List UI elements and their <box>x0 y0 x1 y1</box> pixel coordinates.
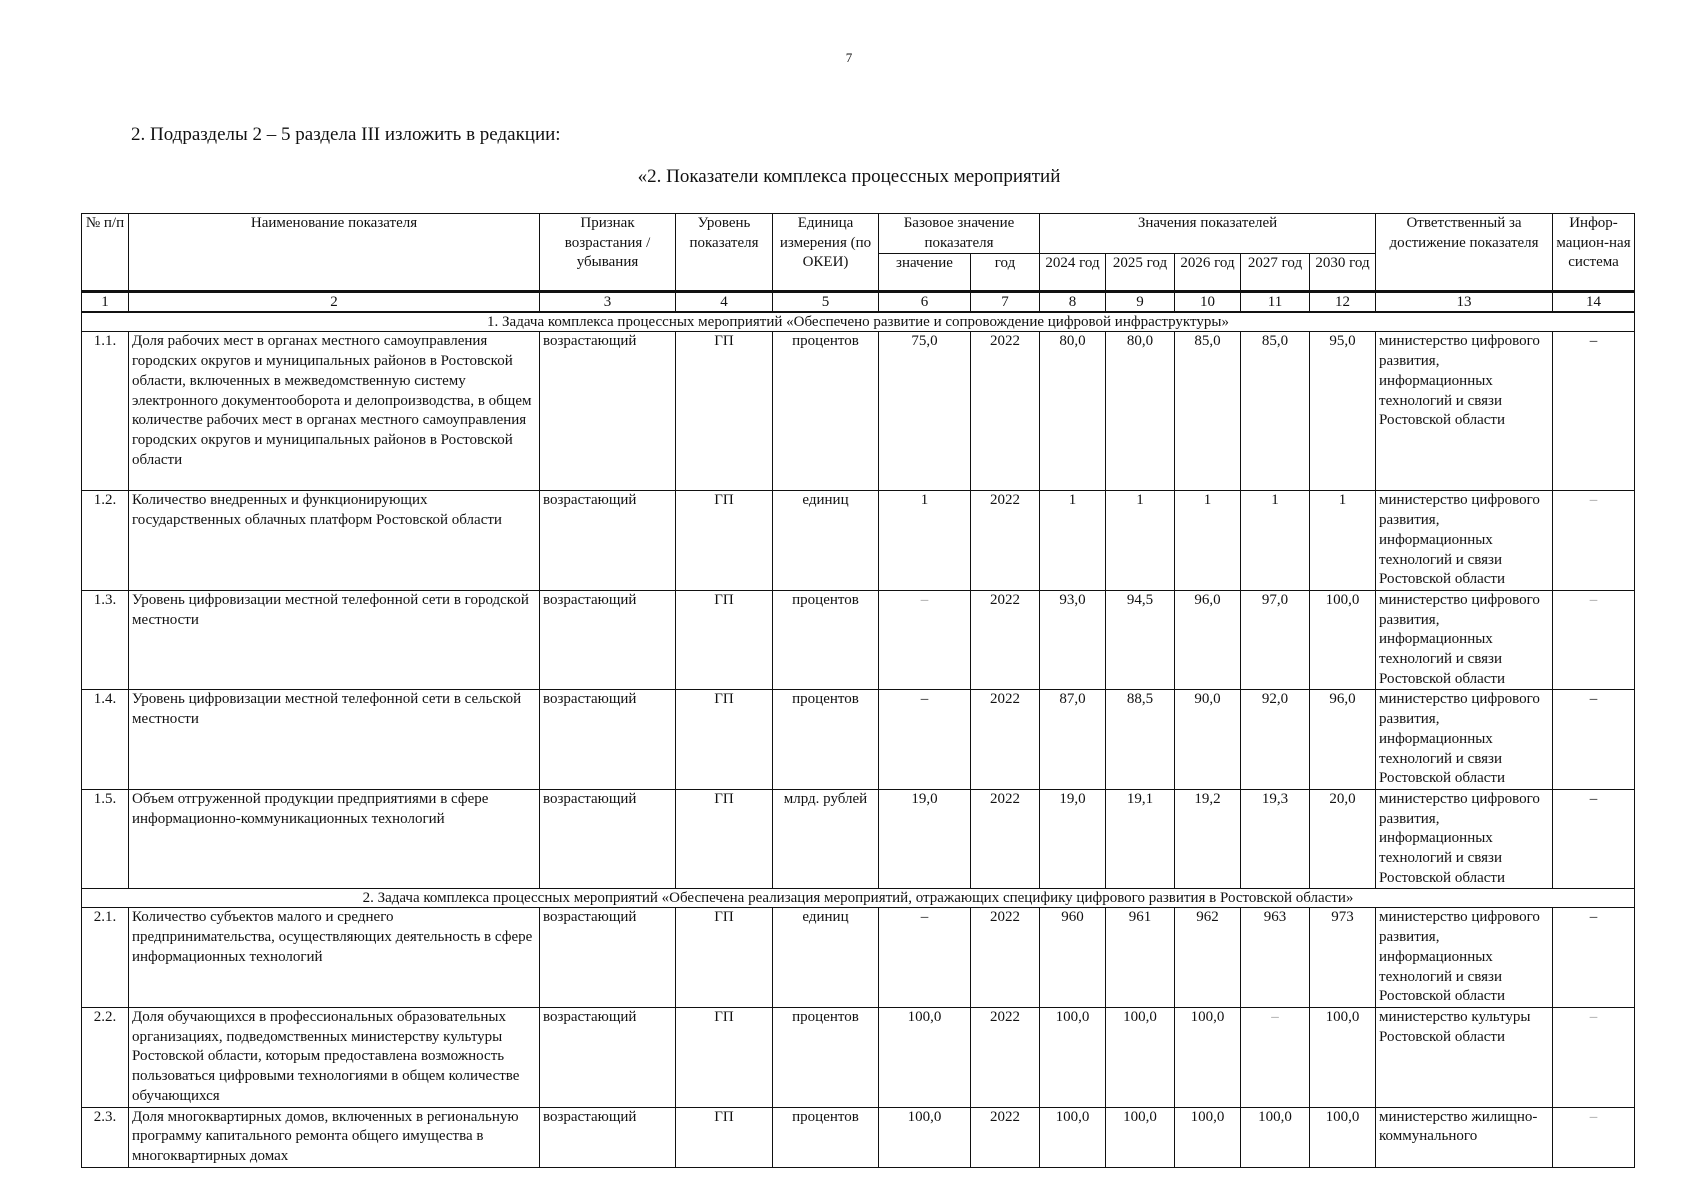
base-value: 19,0 <box>879 789 971 889</box>
row-num: 2.2. <box>82 1007 129 1107</box>
value-2027: 100,0 <box>1241 1107 1310 1167</box>
value-2024: 19,0 <box>1040 789 1106 889</box>
trend: возрастающий <box>540 1007 676 1107</box>
value-2024: 93,0 <box>1040 590 1106 690</box>
responsible: министерство цифрового развития, информационных технологий и связи Ростовской области <box>1376 590 1553 690</box>
row-num: 1.1. <box>82 332 129 491</box>
header-responsible: Ответственный за достижение показателя <box>1376 214 1553 292</box>
value-2027: 963 <box>1241 908 1310 1008</box>
column-number: 11 <box>1241 292 1310 313</box>
header-base-value: значение <box>879 254 971 292</box>
trend: возрастающий <box>540 690 676 790</box>
value-2024: 960 <box>1040 908 1106 1008</box>
indicator-name: Доля многоквартирных домов, включенных в региональную программу капитального ремонта общего имущества в многоквартирных домах <box>129 1107 540 1167</box>
base-year: 2022 <box>971 908 1040 1008</box>
responsible: министерство цифрового развития, информационных технологий и связи Ростовской области <box>1376 491 1553 591</box>
info-system: – <box>1553 332 1635 491</box>
header-base-year: год <box>971 254 1040 292</box>
indicator-name: Объем отгруженной продукции предприятиями в сфере информационно-коммуникационных технологий <box>129 789 540 889</box>
indicator-name: Доля обучающихся в профессиональных образовательных организациях, подведомственных министерству культуры Ростовской области, которым предоставлена возможность пользоваться цифровыми технологиями в общем количестве обучающихся <box>129 1007 540 1107</box>
level: ГП <box>676 1107 773 1167</box>
level: ГП <box>676 789 773 889</box>
base-year: 2022 <box>971 1007 1040 1107</box>
info-system: – <box>1553 491 1635 591</box>
info-system: – <box>1553 690 1635 790</box>
column-number: 10 <box>1175 292 1241 313</box>
table-row <box>82 1007 1635 1107</box>
value-2030: 95,0 <box>1310 332 1376 491</box>
header-year-2026: 2026 год <box>1175 254 1241 292</box>
header-level: Уровень показателя <box>676 214 773 292</box>
value-2025: 1 <box>1106 491 1175 591</box>
value-2026: 100,0 <box>1175 1007 1241 1107</box>
column-number: 5 <box>773 292 879 313</box>
base-value: – <box>879 908 971 1008</box>
trend: возрастающий <box>540 590 676 690</box>
column-numbers-row <box>82 292 1635 313</box>
column-number: 14 <box>1553 292 1635 313</box>
value-2027: 92,0 <box>1241 690 1310 790</box>
value-2025: 88,5 <box>1106 690 1175 790</box>
column-number: 13 <box>1376 292 1553 313</box>
value-2026: 19,2 <box>1175 789 1241 889</box>
value-2026: 85,0 <box>1175 332 1241 491</box>
value-2025: 100,0 <box>1106 1107 1175 1167</box>
table-row <box>82 1107 1635 1167</box>
trend: возрастающий <box>540 1107 676 1167</box>
value-2024: 100,0 <box>1040 1107 1106 1167</box>
value-2027: – <box>1241 1007 1310 1107</box>
trend: возрастающий <box>540 491 676 591</box>
base-year: 2022 <box>971 690 1040 790</box>
level: ГП <box>676 1007 773 1107</box>
unit: процентов <box>773 1107 879 1167</box>
value-2026: 100,0 <box>1175 1107 1241 1167</box>
header-year-2025: 2025 год <box>1106 254 1175 292</box>
value-2027: 97,0 <box>1241 590 1310 690</box>
value-2030: 96,0 <box>1310 690 1376 790</box>
header-year-2024: 2024 год <box>1040 254 1106 292</box>
unit: процентов <box>773 690 879 790</box>
value-2026: 962 <box>1175 908 1241 1008</box>
table-row <box>82 491 1635 591</box>
table-row <box>82 590 1635 690</box>
intro-text: 2. Подразделы 2 – 5 раздела III изложить в редакции: <box>131 124 561 145</box>
page-number: 7 <box>845 50 853 65</box>
indicator-name: Уровень цифровизации местной телефонной сети в городской местности <box>129 590 540 690</box>
value-2024: 80,0 <box>1040 332 1106 491</box>
base-year: 2022 <box>971 590 1040 690</box>
base-value: 1 <box>879 491 971 591</box>
column-number: 3 <box>540 292 676 313</box>
task-row <box>82 889 1635 908</box>
info-system: – <box>1553 1107 1635 1167</box>
value-2025: 80,0 <box>1106 332 1175 491</box>
header-name: Наименование показателя <box>129 214 540 292</box>
responsible: министерство культуры Ростовской области <box>1376 1007 1553 1107</box>
value-2030: 1 <box>1310 491 1376 591</box>
header-unit: Единица измерения (по ОКЕИ) <box>773 214 879 292</box>
value-2027: 1 <box>1241 491 1310 591</box>
unit: процентов <box>773 1007 879 1107</box>
column-number: 12 <box>1310 292 1376 313</box>
column-number: 2 <box>129 292 540 313</box>
header-trend: Признак возрастания / убывания <box>540 214 676 292</box>
header-base: Базовое значение показателя <box>879 214 1040 254</box>
info-system: – <box>1553 908 1635 1008</box>
value-2030: 973 <box>1310 908 1376 1008</box>
header-values: Значения показателей <box>1040 214 1376 254</box>
responsible: министерство цифрового развития, информационных технологий и связи Ростовской области <box>1376 690 1553 790</box>
value-2024: 87,0 <box>1040 690 1106 790</box>
base-year: 2022 <box>971 1107 1040 1167</box>
header-year-2030: 2030 год <box>1310 254 1376 292</box>
indicator-name: Доля рабочих мест в органах местного самоуправления городских округов и муниципальных районов в Ростовской области, включенных в межведомственную систему электронного документооборота и делопроизводства, в общем количестве рабочих мест в органах местного самоуправления городских округов и муниципальных районов в Ростовской области <box>129 332 540 491</box>
column-number: 7 <box>971 292 1040 313</box>
base-year: 2022 <box>971 789 1040 889</box>
indicator-name: Количество внедренных и функционирующих государственных облачных платформ Ростовской области <box>129 491 540 591</box>
responsible: министерство цифрового развития, информационных технологий и связи Ростовской области <box>1376 908 1553 1008</box>
table-row <box>82 690 1635 790</box>
table-row <box>82 908 1635 1008</box>
value-2026: 90,0 <box>1175 690 1241 790</box>
responsible: министерство жилищно-коммунального <box>1376 1107 1553 1167</box>
row-num: 1.3. <box>82 590 129 690</box>
value-2025: 961 <box>1106 908 1175 1008</box>
header-year-2027: 2027 год <box>1241 254 1310 292</box>
responsible: министерство цифрового развития, информационных технологий и связи Ростовской области <box>1376 332 1553 491</box>
info-system: – <box>1553 1007 1635 1107</box>
base-value: 100,0 <box>879 1007 971 1107</box>
column-number: 1 <box>82 292 129 313</box>
unit: млрд. рублей <box>773 789 879 889</box>
base-year: 2022 <box>971 332 1040 491</box>
value-2024: 1 <box>1040 491 1106 591</box>
unit: единиц <box>773 491 879 591</box>
base-value: 100,0 <box>879 1107 971 1167</box>
table-row <box>82 789 1635 889</box>
unit: процентов <box>773 332 879 491</box>
value-2025: 100,0 <box>1106 1007 1175 1107</box>
value-2025: 94,5 <box>1106 590 1175 690</box>
info-system: – <box>1553 789 1635 889</box>
value-2030: 100,0 <box>1310 1107 1376 1167</box>
unit: единиц <box>773 908 879 1008</box>
task-row <box>82 312 1635 332</box>
row-num: 2.1. <box>82 908 129 1008</box>
level: ГП <box>676 690 773 790</box>
base-year: 2022 <box>971 491 1040 591</box>
value-2027: 19,3 <box>1241 789 1310 889</box>
base-value: – <box>879 690 971 790</box>
level: ГП <box>676 491 773 591</box>
column-number: 6 <box>879 292 971 313</box>
table-row <box>82 332 1635 491</box>
value-2026: 1 <box>1175 491 1241 591</box>
info-system: – <box>1553 590 1635 690</box>
value-2030: 100,0 <box>1310 590 1376 690</box>
header-info-system: Инфор-мацион-ная система <box>1553 214 1635 292</box>
indicators-table <box>81 213 1635 1168</box>
row-num: 1.2. <box>82 491 129 591</box>
trend: возрастающий <box>540 789 676 889</box>
level: ГП <box>676 332 773 491</box>
value-2027: 85,0 <box>1241 332 1310 491</box>
indicator-name: Уровень цифровизации местной телефонной сети в сельской местности <box>129 690 540 790</box>
task-title: 2. Задача комплекса процессных мероприятий «Обеспечена реализация мероприятий, отражающих специфику цифрового развития в Ростовской области» <box>82 889 1635 908</box>
value-2030: 100,0 <box>1310 1007 1376 1107</box>
row-num: 1.4. <box>82 690 129 790</box>
indicator-name: Количество субъектов малого и среднего предпринимательства, осуществляющих деятельность в сфере информационных технологий <box>129 908 540 1008</box>
row-num: 1.5. <box>82 789 129 889</box>
row-num: 2.3. <box>82 1107 129 1167</box>
responsible: министерство цифрового развития, информационных технологий и связи Ростовской области <box>1376 789 1553 889</box>
task-title: 1. Задача комплекса процессных мероприятий «Обеспечено развитие и сопровождение цифровой инфраструктуры» <box>82 312 1635 332</box>
unit: процентов <box>773 590 879 690</box>
level: ГП <box>676 908 773 1008</box>
value-2030: 20,0 <box>1310 789 1376 889</box>
value-2024: 100,0 <box>1040 1007 1106 1107</box>
trend: возрастающий <box>540 908 676 1008</box>
value-2025: 19,1 <box>1106 789 1175 889</box>
header-num: № п/п <box>82 214 129 292</box>
value-2026: 96,0 <box>1175 590 1241 690</box>
trend: возрастающий <box>540 332 676 491</box>
column-number: 8 <box>1040 292 1106 313</box>
column-number: 4 <box>676 292 773 313</box>
section-heading: «2. Показатели комплекса процессных мероприятий <box>637 166 1061 187</box>
base-value: 75,0 <box>879 332 971 491</box>
column-number: 9 <box>1106 292 1175 313</box>
level: ГП <box>676 590 773 690</box>
base-value: – <box>879 590 971 690</box>
